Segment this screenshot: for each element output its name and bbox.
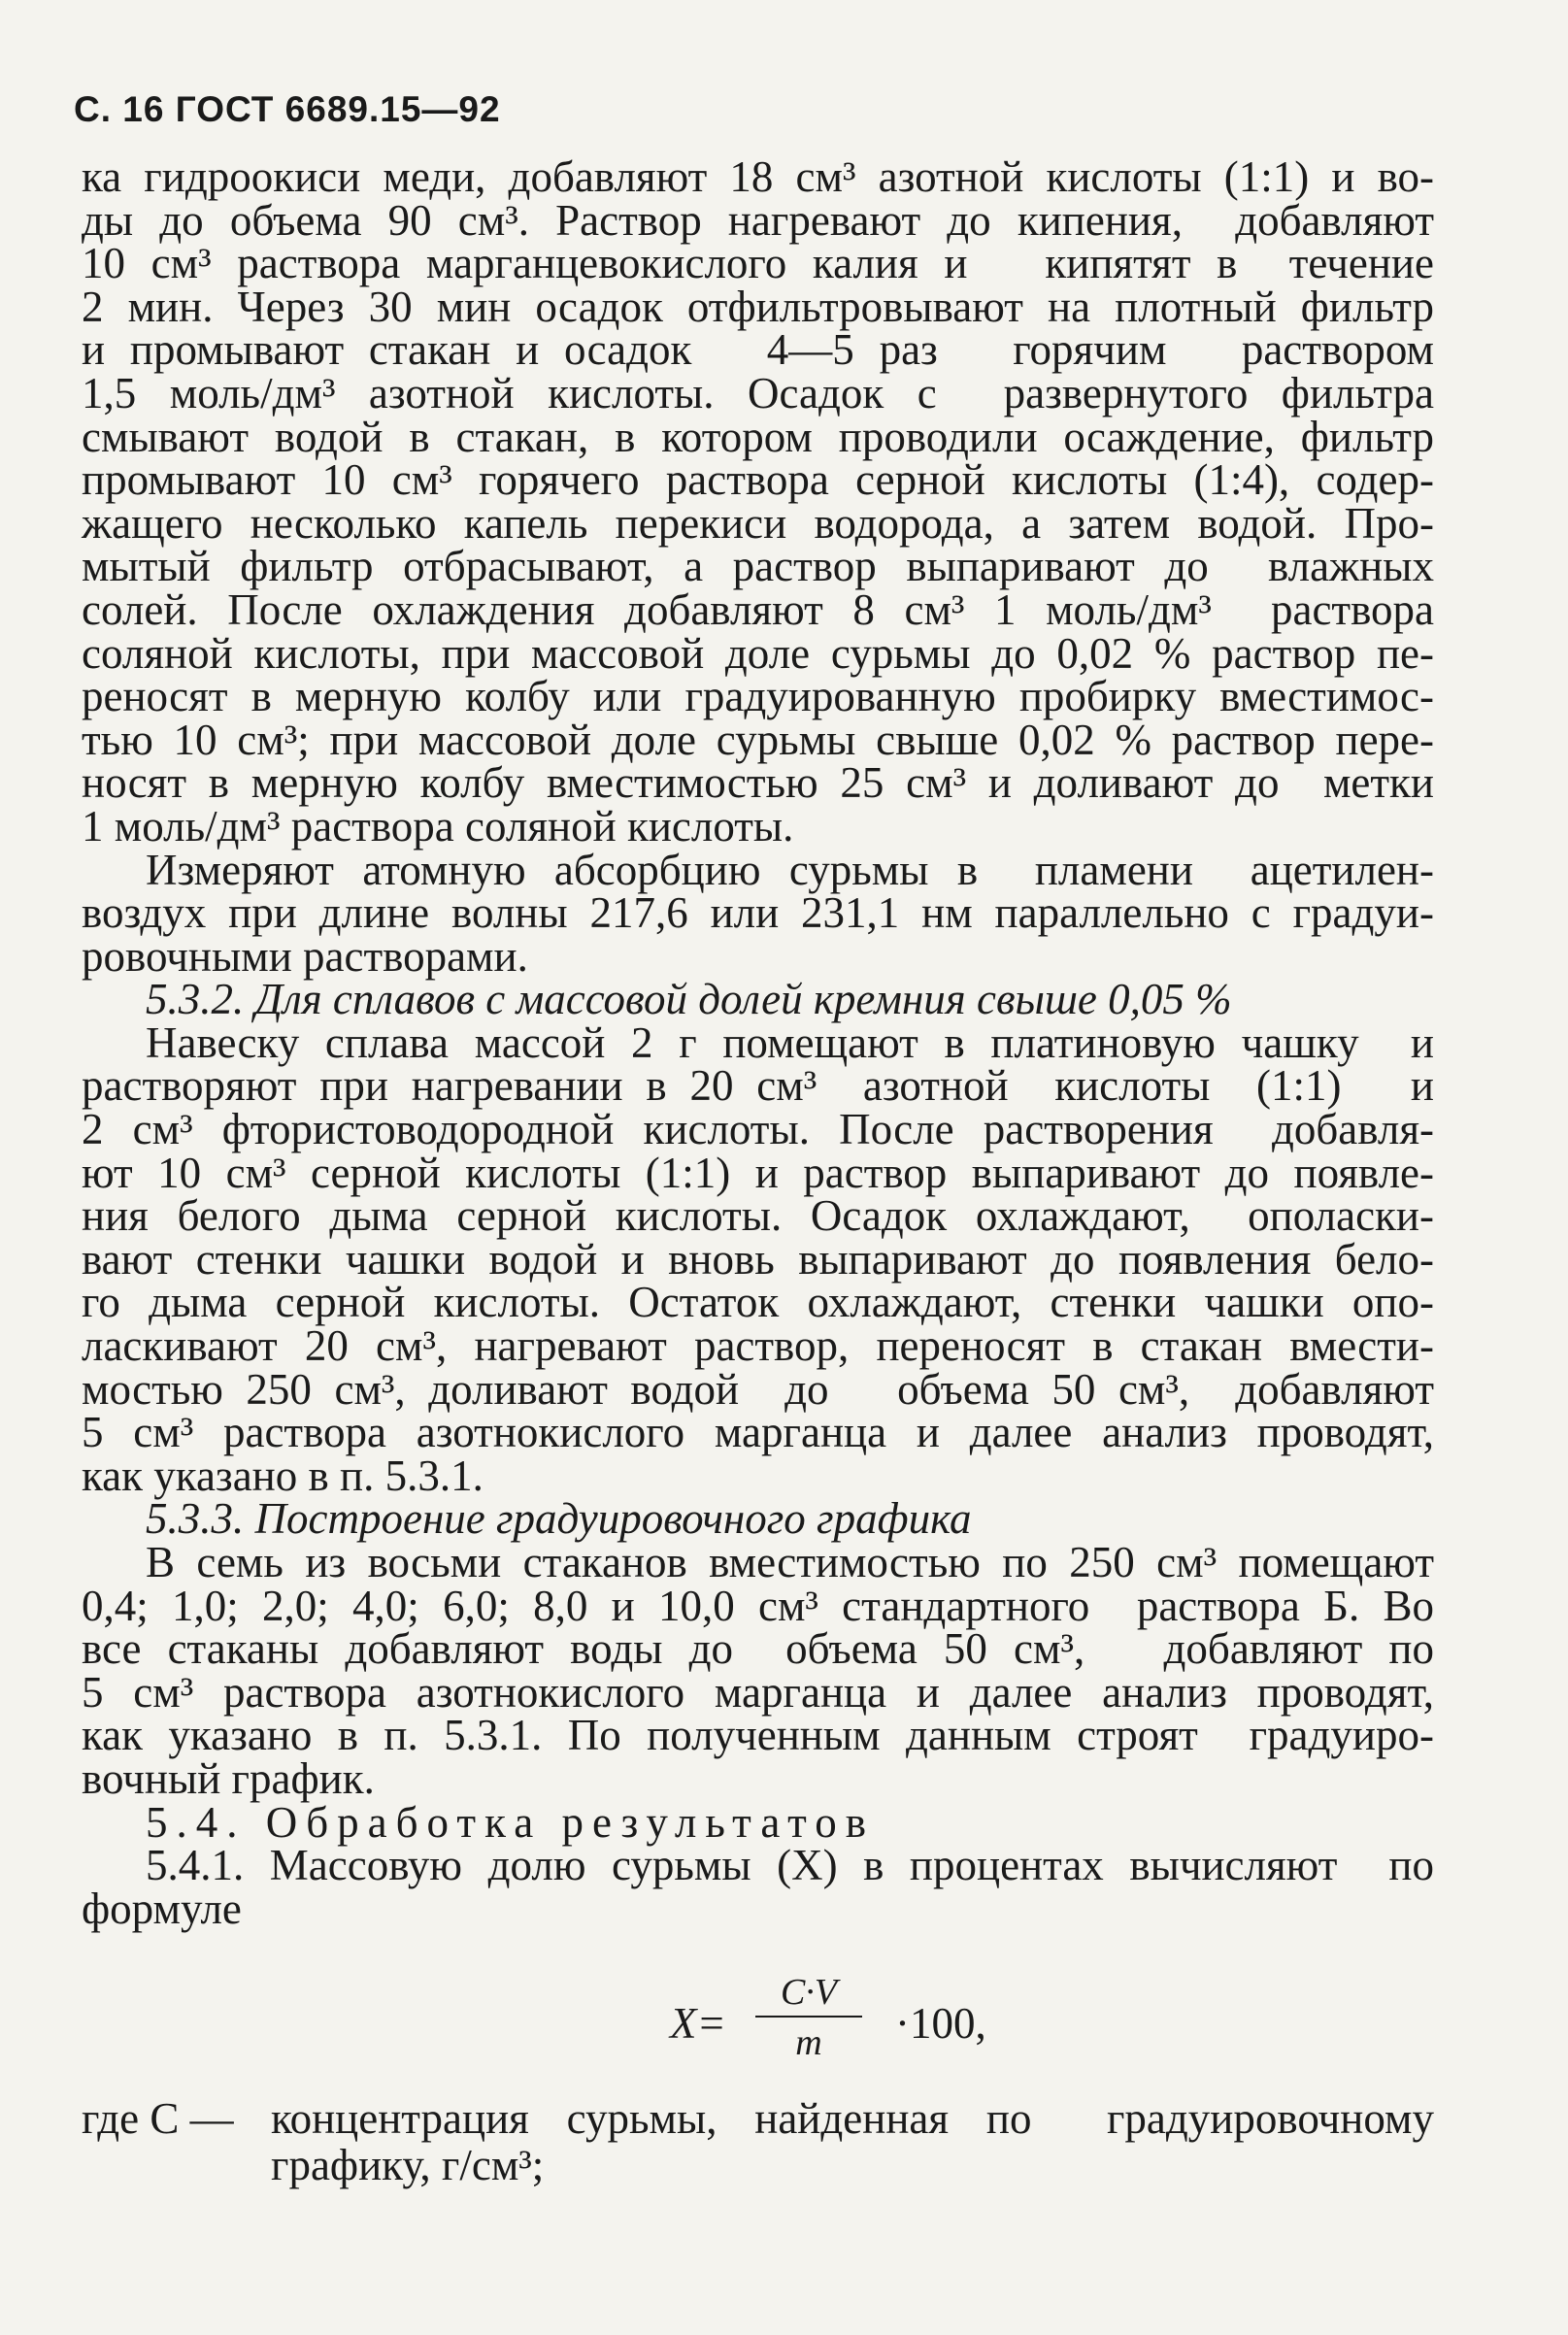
text-line: тью 10 см³; при массовой доле сурьмы свыше 0,02 % раствор пере- [82,715,1434,764]
text-line: 5.4.1. Массовую долю сурьмы (X) в процентах вычисляют по [146,1841,1434,1890]
formula [670,1971,1019,2087]
formula-fraction [755,1971,862,2064]
text-line: солей. После охлаждения добавляют 8 см³ 1 моль/дм³ раствора [82,584,1434,634]
formula-numerator: C·V [780,1972,838,2013]
text-line: 2 мин. Через 30 мин осадок отфильтровывают на плотный фильтр [82,282,1434,331]
text-line: смывают водой в стакан, в котором проводили осаждение, фильтр [82,412,1434,461]
text-line: ды до объема 90 см³. Раствор нагревают до кипения, добавляют [82,195,1434,245]
text-line: мостью 250 см³, доливают водой до объема 50 см³, добавляют [82,1364,1434,1414]
text-line: 0,4; 1,0; 2,0; 4,0; 6,0; 8,0 и 10,0 см³ стандартного раствора Б. Во [82,1581,1434,1630]
where-definition: концентрация сурьмы, найденная по градуировочному [271,2094,1434,2143]
where-lead: где C — [82,2094,234,2143]
text-line: как указано в п. 5.3.1. По полученным данным строят градуиро- [82,1711,1434,1760]
section-heading-5-3-2 [82,975,1434,1024]
section-heading-5-3-3 [82,1494,1434,1544]
text-line: и промывают стакан и осадок 4—5 раз горячим раствором [82,325,1434,375]
text-line: Навеску сплава массой 2 г помещают в платиновую чашку и [146,1017,1434,1067]
section-heading-text: 5.3.3. Построение градуировочного графика [146,1494,972,1544]
text-line: вают стенки чашки водой и вновь выпаривают до появления бело- [82,1234,1434,1284]
text-line: 2 см³ фтористоводородной кислоты. После растворения добавля- [82,1105,1434,1154]
where-row [82,2095,1434,2142]
text-line: ровочными растворами. [82,931,528,981]
text-line: Измеряют атомную абсорбцию сурьмы в пламени ацетилен- [146,845,1434,894]
text-line: вочный график. [82,1753,375,1803]
where-clause [82,2095,1434,2188]
text-line: ют 10 см³ серной кислоты (1:1) и раствор выпаривают до появле- [82,1148,1434,1197]
text-line: го дыма серной кислоты. Остаток охлаждают, стенки чашки опо- [82,1278,1434,1327]
section-heading-text: 5.3.2. Для сплавов с массовой долей кремния свыше 0,05 % [146,975,1232,1024]
section-heading-5-4: 5.4. Обработка результатов [146,1797,875,1847]
text-line: растворяют при нагревании в 20 см³ азотной кислоты (1:1) и [82,1061,1434,1111]
text-line: ния белого дыма серной кислоты. Осадок охлаждают, ополаски- [82,1191,1434,1241]
text-line: все стаканы добавляют воды до объема 50 см³, добавляют по [82,1624,1434,1674]
fraction-bar [755,2016,862,2018]
formula-lhs: X= [670,1999,726,2048]
text-line: носят в мерную колбу вместимостью 25 см³ и доливают до метки [82,758,1434,808]
text-line: соляной кислоты, при массовой доле сурьмы до 0,02 % раствор пе- [82,628,1434,678]
text-line: промывают 10 см³ горячего раствора серной кислоты (1:4), содер- [82,455,1434,505]
text-line: ка гидроокиси меди, добавляют 18 см³ азотной кислоты (1:1) и во- [82,152,1434,201]
text-line: мытый фильтр отбрасывают, а раствор выпаривают до влажных [82,542,1434,591]
text-line: 10 см³ раствора марганцевокислого калия и кипятят в течение [82,239,1434,288]
formula-rhs: ·100, [895,1999,986,2048]
text-line: 5 см³ раствора азотнокислого марганца и далее анализ проводят, [82,1408,1434,1457]
text-line: 1,5 моль/дм³ азотной кислоты. Осадок с развернутого фильтра [82,368,1434,417]
text-line: В семь из восьми стаканов вместимостью по 250 см³ помещают [146,1538,1434,1586]
text-line: формуле [82,1884,242,1933]
main-text [82,152,1434,1933]
text-line: жащего несколько капель перекиси водорода, а затем водой. Про- [82,498,1434,548]
text-line: ласкивают 20 см³, нагревают раствор, переносят в стакан вмести- [82,1321,1434,1371]
formula-denominator: m [795,2022,822,2063]
text-line: реносят в мерную колбу или градуированную пробирку вместимос- [82,672,1434,721]
text-line: 5 см³ раствора азотнокислого марганца и далее анализ проводят, [82,1667,1434,1717]
page-header: С. 16 ГОСТ 6689.15—92 [74,89,501,129]
where-continuation: графику, г/см³; [271,2141,545,2189]
text-line: 1 моль/дм³ раствора соляной кислоты. [82,801,794,851]
text-line: как указано в п. 5.3.1. [82,1451,484,1500]
text-line: воздух при длине волны 217,6 или 231,1 нм параллельно с градуи- [82,888,1434,938]
